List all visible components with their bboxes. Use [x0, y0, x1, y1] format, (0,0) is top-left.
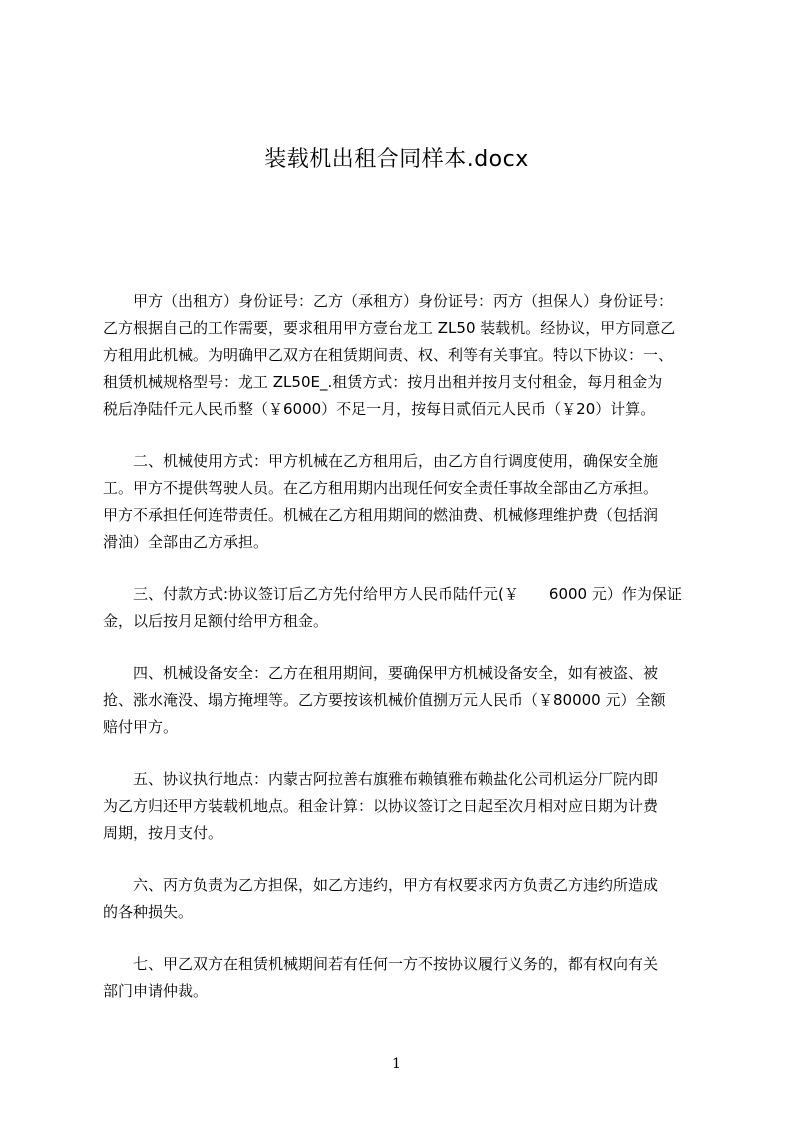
- text-line: 周期，按月支付。: [103, 824, 224, 842]
- text-line: 七、甲乙双方在租赁机械期间若有任何一方不按协议履行义务的，都有权向有关: [103, 955, 659, 973]
- text-line: 五、协议执行地点：内蒙古阿拉善右旗雅布赖镇雅布赖盐化公司机运分厂院内即: [103, 770, 659, 788]
- text-line: 金，以后按月足额付给甲方租金。: [103, 612, 329, 630]
- document-title: 装载机出租合同样本.docx: [264, 147, 529, 172]
- text-line: 方租用此机械。为明确甲乙双方在租赁期间责、权、利等有关事宜。特以下协议：一、: [103, 346, 674, 364]
- text-line: 四、机械设备安全：乙方在租用期间，要确保甲方机械设备安全，如有被盗、被: [103, 664, 659, 682]
- text-line: 部门申请仲裁。: [103, 982, 209, 1000]
- text-line: 赔付甲方。: [103, 718, 179, 736]
- text-line: 的各种损失。: [103, 903, 194, 921]
- text-line: 税后净陆仟元人民币整（￥6000）不足一月，按每日贰佰元人民币（￥20）计算。: [103, 400, 656, 418]
- text-line: 甲方（出租方）身份证号：乙方（承租方）身份证号：丙方（担保人）身份证号：: [103, 292, 674, 310]
- text-line: 工。甲方不提供驾驶人员。在乙方租用期内出现任何安全责任事故全部由乙方承担。: [103, 479, 659, 497]
- text-line: 乙方根据自己的工作需要，要求租用甲方壹台龙工 ZL50 装载机。经协议，甲方同意乙: [103, 319, 676, 337]
- text-line: 三、付款方式:协议签订后乙方先付给甲方人民币陆仟元(￥ 6000 元）作为保证: [103, 585, 682, 603]
- text-line: 滑油）全部由乙方承担。: [103, 533, 269, 551]
- text-line: 抢、涨水淹没、塌方掩埋等。乙方要按该机械价值捌万元人民币（￥80000 元）全额: [103, 691, 666, 709]
- page-number: 1: [392, 1056, 401, 1072]
- text-line: 为乙方归还甲方装载机地点。租金计算：以协议签订之日起至次月相对应日期为计费: [103, 797, 659, 815]
- text-line: 租赁机械规格型号：龙工 ZL50E_.租赁方式：按月出租并按月支付租金，每月租金为: [103, 373, 663, 391]
- text-line: 六、丙方负责为乙方担保，如乙方违约，甲方有权要求丙方负责乙方违约所造成: [103, 876, 659, 894]
- text-line: 甲方不承担任何连带责任。机械在乙方租用期间的燃油费、机械修理维护费（包括润: [103, 506, 659, 524]
- text-line: 二、机械使用方式：甲方机械在乙方租用后，由乙方自行调度使用，确保安全施: [103, 452, 659, 470]
